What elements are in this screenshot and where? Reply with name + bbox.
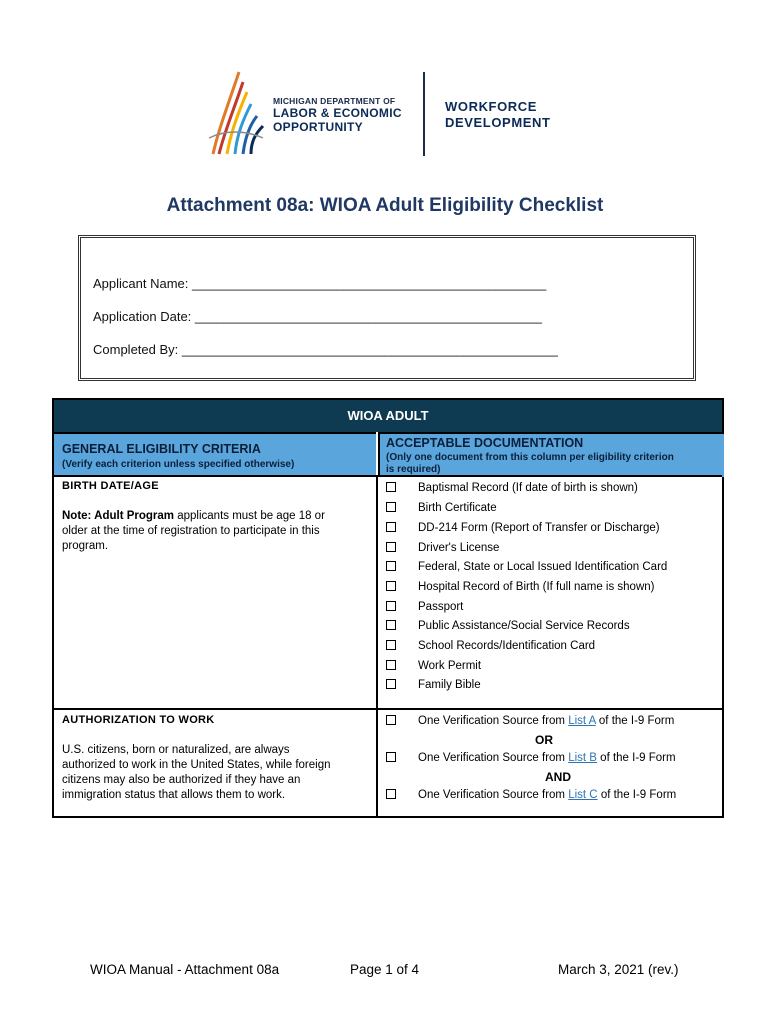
column-divider: [376, 475, 378, 816]
completed-by-field[interactable]: Completed By: ____________________________________________________: [93, 342, 558, 357]
list-item[interactable]: Passport: [386, 601, 463, 613]
logo-development-line: DEVELOPMENT: [445, 115, 551, 130]
logo-opportunity-line: OPPORTUNITY: [273, 120, 363, 134]
or-label: OR: [535, 733, 553, 747]
eligibility-table: [52, 398, 724, 818]
criteria-header-title: GENERAL ELIGIBILITY CRITERIA: [62, 442, 261, 456]
footer-left: WIOA Manual - Attachment 08a: [90, 962, 280, 977]
checkbox[interactable]: [386, 502, 396, 512]
leo-logo: [205, 68, 575, 160]
applicant-info-box: [78, 235, 696, 381]
list-item[interactable]: One Verification Source from List C of the I-9 Form: [386, 789, 676, 801]
list-item[interactable]: School Records/Identification Card: [386, 640, 595, 652]
documentation-header-sub-2: is required): [386, 464, 441, 475]
list-item[interactable]: Birth Certificate: [386, 502, 497, 514]
leo-logo-mark-icon: [205, 68, 267, 158]
checkbox[interactable]: [386, 620, 396, 630]
birth-note-bold: Note: Adult Program: [62, 510, 175, 522]
list-b-link[interactable]: List B: [568, 752, 597, 764]
footer-page-number: Page 1 of 4: [350, 962, 420, 977]
documentation-header-sub-1: (Only one document from this column per eligibility criterion: [386, 452, 674, 463]
logo-dept-line: MICHIGAN DEPARTMENT OF: [273, 96, 396, 106]
list-c-link[interactable]: List C: [568, 789, 598, 801]
application-date-field[interactable]: Application Date: ________________________________________________: [93, 309, 542, 324]
list-item[interactable]: Public Assistance/Social Service Records: [386, 620, 630, 632]
birth-note: [62, 509, 362, 554]
checkbox[interactable]: [386, 752, 396, 762]
birth-note-line-3: program.: [62, 540, 109, 552]
list-item[interactable]: Driver's License: [386, 542, 499, 554]
checkbox[interactable]: [386, 679, 396, 689]
checkbox[interactable]: [386, 581, 396, 591]
table-title: WIOA ADULT: [54, 400, 722, 432]
list-a-link[interactable]: List A: [568, 715, 596, 727]
criteria-header-sub: (Verify each criterion unless specified otherwise): [62, 459, 295, 470]
divider: [54, 708, 722, 710]
applicant-name-field[interactable]: Applicant Name: _________________________________________________: [93, 276, 547, 291]
list-item[interactable]: Federal, State or Local Issued Identification Card: [386, 561, 667, 573]
divider: [54, 475, 722, 477]
documentation-header-title: ACCEPTABLE DOCUMENTATION: [386, 436, 584, 450]
checkbox[interactable]: [386, 522, 396, 532]
list-item[interactable]: DD-214 Form (Report of Transfer or Discharge): [386, 522, 660, 534]
footer-date: March 3, 2021 (rev.): [558, 962, 679, 977]
authorization-heading: AUTHORIZATION TO WORK: [62, 714, 215, 726]
authorization-text: U.S. citizens, born or naturalized, are always authorized to work in the United States, while foreign citizens may also be authorized if they have an immigration status that allows them to work.: [62, 744, 331, 801]
list-item[interactable]: Baptismal Record (If date of birth is shown): [386, 482, 638, 494]
list-item[interactable]: Hospital Record of Birth (If full name is shown): [386, 581, 654, 593]
list-item[interactable]: One Verification Source from List B of the I-9 Form: [386, 752, 676, 764]
birth-note-line-2: older at the time of registration to participate in this: [62, 525, 320, 537]
logo-workforce-line: WORKFORCE: [445, 99, 538, 114]
checkbox[interactable]: [386, 561, 396, 571]
logo-divider: [423, 72, 425, 156]
checkbox[interactable]: [386, 542, 396, 552]
list-item[interactable]: Work Permit: [386, 660, 481, 672]
checkbox[interactable]: [386, 715, 396, 725]
checkbox[interactable]: [386, 601, 396, 611]
and-label: AND: [545, 770, 571, 784]
checkbox[interactable]: [386, 640, 396, 650]
checkbox[interactable]: [386, 482, 396, 492]
documentation-header: [378, 432, 724, 477]
list-item[interactable]: One Verification Source from List A of the I-9 Form: [386, 715, 674, 727]
birth-date-heading: BIRTH DATE/AGE: [62, 480, 159, 492]
logo-labor-line: LABOR & ECONOMIC: [273, 106, 402, 120]
page-title: Attachment 08a: WIOA Adult Eligibility Checklist: [166, 195, 604, 216]
list-item[interactable]: Family Bible: [386, 679, 481, 691]
checkbox[interactable]: [386, 789, 396, 799]
criteria-header: [54, 432, 376, 477]
checkbox[interactable]: [386, 660, 396, 670]
birth-note-line-1: applicants must be age 18 or: [174, 510, 325, 522]
